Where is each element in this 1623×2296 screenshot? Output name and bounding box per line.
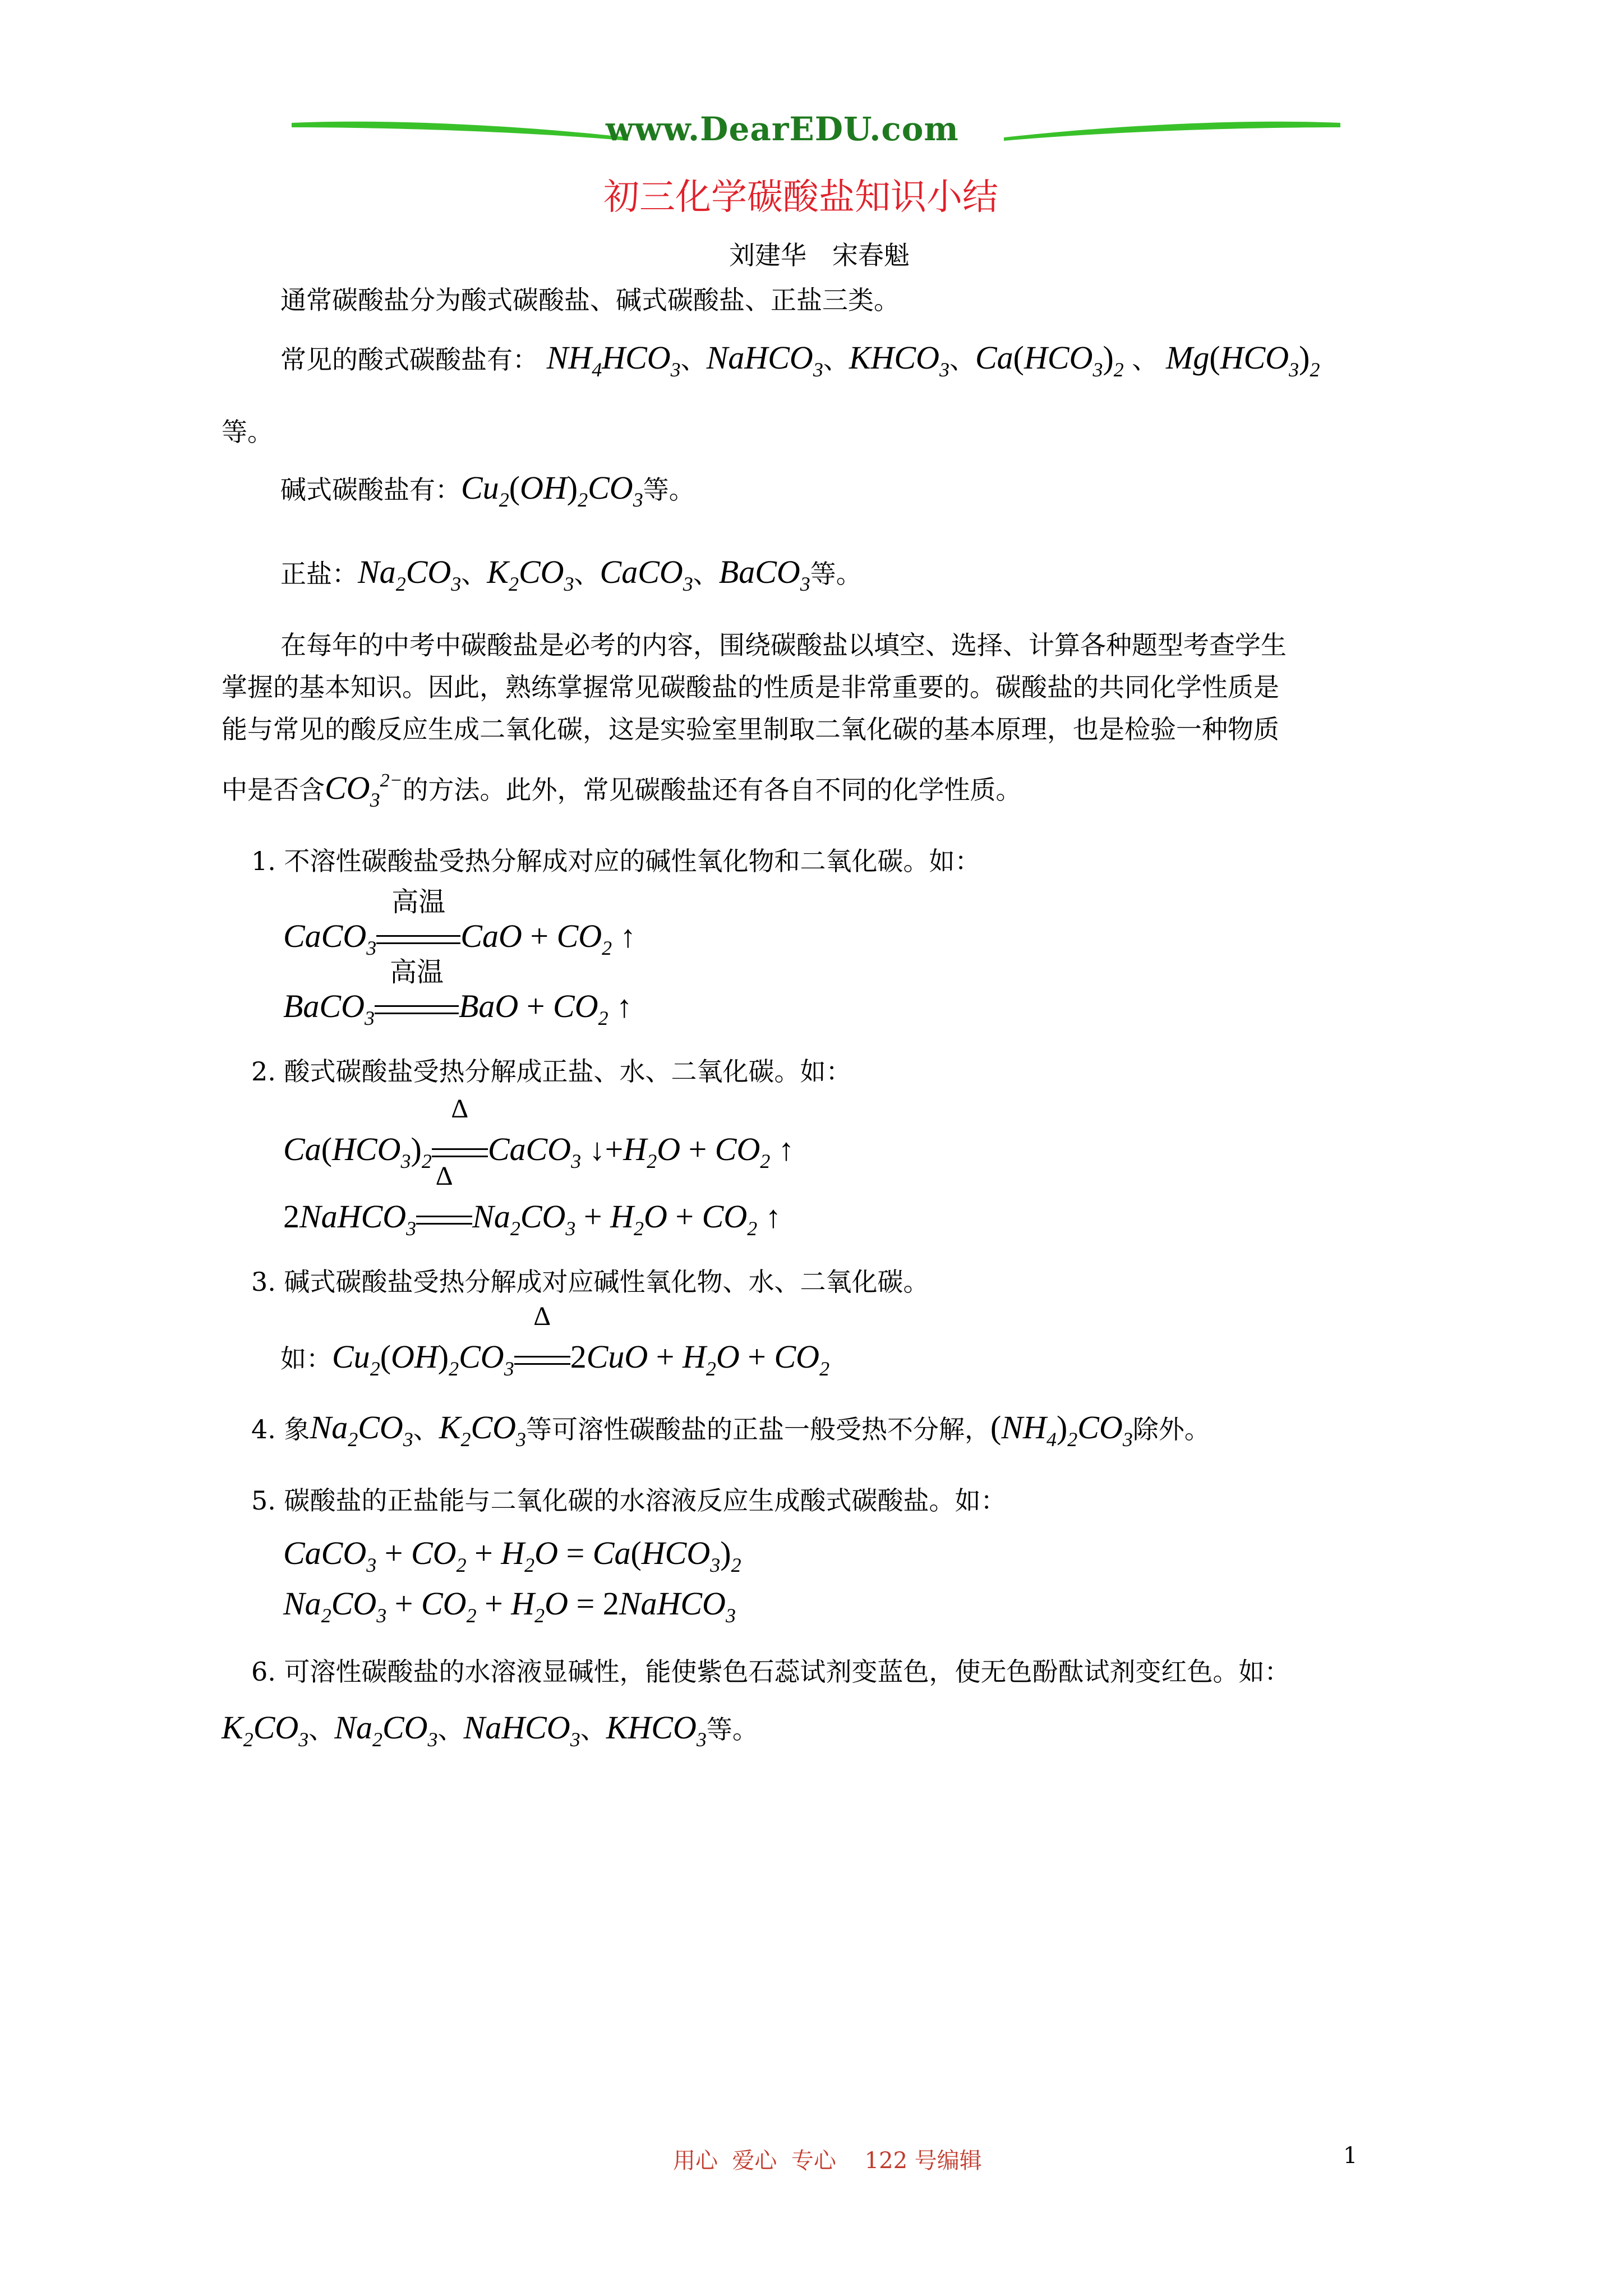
intro-paragraph-5-line-4 — [222, 770, 1022, 811]
formula-k2co3: $K_2CO_3$ — [487, 554, 574, 595]
formula-nh4hco3: $NH_4HCO_3$ — [546, 339, 681, 381]
eq-sign-high-temp — [375, 956, 459, 1025]
green-swoosh-right — [1004, 115, 1340, 149]
formula-baco3: BaCO$_3$ — [718, 554, 810, 595]
eq-sign-heat — [416, 1161, 472, 1235]
item-4 — [251, 1409, 1210, 1451]
item-6-examples — [222, 1709, 758, 1751]
page-title: 初三化学碳酸盐知识小结 — [603, 177, 998, 218]
intro-paragraph-2 — [280, 339, 1320, 381]
item-2: 2. 酸式碳酸盐受热分解成正盐、水、二氧化碳。如： — [251, 1056, 852, 1087]
equation-na2co3-co2-water: $Na_2CO_3 + CO_2 + H_2O$ = 2NaHCO$_3$ — [283, 1585, 736, 1627]
formula-nahco3: NaHCO$_3$ — [463, 1709, 580, 1751]
authors: 刘建华 宋春魁 — [729, 240, 910, 270]
p3-end: 等。 — [643, 475, 695, 505]
formula-carbonate-ion: $CO_3^{2-}$ — [325, 770, 403, 811]
p5-line4-a: 中是否含 — [222, 775, 325, 805]
separator: 、 — [1132, 344, 1158, 375]
formula-k2co3: $K_2CO_3$ — [439, 1409, 527, 1451]
formula-nahco3: NaHCO$_3$ — [706, 339, 823, 381]
up-arrow-icon: ↑ — [765, 1200, 781, 1235]
equation-baco3-decomp: BaCO$_3$ 高温 BaO + $CO_2$ ↑ — [283, 987, 632, 1025]
item-4-a: 4. 象 — [251, 1414, 310, 1444]
condition-high-temp: 高温 — [389, 956, 444, 988]
formula-cu2-oh2-co3: $Cu_2(OH)_2CO_3$ — [461, 470, 643, 511]
eq-sign-heat — [514, 1301, 570, 1375]
footer-text: 用心 爱心 专心 122 号编辑 — [673, 2148, 982, 2174]
item-3-ru: 如： — [280, 1343, 332, 1374]
separator: 、 — [823, 344, 849, 375]
acid-salts-label: 常见的酸式碳酸盐有： — [280, 344, 538, 375]
condition-heat: Δ — [451, 1094, 469, 1124]
up-arrow-icon: ↑ — [616, 990, 633, 1024]
intro-paragraph-5-line-1: 在每年的中考中碳酸盐是必考的内容，围绕碳酸盐以填空、选择、计算各种题型考查学生 — [280, 630, 1287, 660]
separator: 、 — [437, 1714, 464, 1745]
intro-paragraph-4 — [280, 554, 862, 595]
up-arrow-icon: ↑ — [620, 919, 636, 954]
item-1: 1. 不溶性碳酸盐受热分解成对应的碱性氧化物和二氧化碳。如： — [251, 846, 981, 876]
condition-heat: Δ — [435, 1161, 453, 1191]
formula-na2co3: $Na_2CO_3$ — [310, 1409, 413, 1451]
up-arrow-icon: ↑ — [778, 1133, 794, 1167]
normal-salts-label: 正盐： — [280, 559, 358, 589]
separator: 、 — [580, 1714, 606, 1745]
separator: 、 — [574, 559, 600, 589]
separator: 、 — [413, 1414, 439, 1444]
page-number: 1 — [1343, 2143, 1358, 2169]
item-3: 3. 碱式碳酸盐受热分解成对应碱性氧化物、水、二氧化碳。 — [251, 1267, 929, 1297]
intro-paragraph-5-line-2: 掌握的基本知识。因此，熟练掌握常见碳酸盐的性质是非常重要的。碳酸盐的共同化学性质是 — [222, 672, 1279, 702]
intro-paragraph-1: 通常碳酸盐分为酸式碳酸盐、碱式碳酸盐、正盐三类。 — [280, 285, 900, 315]
equation-nahco3-decomp: 2NaHCO$_3$ Δ $Na_2CO_3 + H_2O + CO_2$ ↑ — [283, 1161, 781, 1240]
intro-paragraph-3 — [280, 470, 695, 511]
p5-line4-b: 的方法。此外，常见碳酸盐还有各自不同的化学性质。 — [402, 775, 1022, 805]
formula-caco3: CaCO$_3$ — [600, 554, 693, 595]
item-6: 6. 可溶性碳酸盐的水溶液显碱性，能使紫色石蕊试剂变蓝色，使无色酚酞试剂变红色。如： — [251, 1657, 1290, 1687]
separator: 、 — [308, 1714, 335, 1745]
equation-caco3-decomp: CaCO$_3$ 高温 CaO + $CO_2$ ↑ — [283, 917, 636, 955]
intro-paragraph-5-line-3: 能与常见的酸反应生成二氧化碳，这是实验室里制取二氧化碳的基本原理，也是检验一种物质 — [222, 714, 1279, 744]
down-arrow-icon: ↓ — [589, 1133, 605, 1167]
eq-sign-high-temp — [376, 886, 460, 955]
intro-paragraph-2-end: 等。 — [222, 417, 273, 447]
separator: 、 — [461, 559, 487, 589]
formula-khco3: $KHCO_3$ — [849, 339, 949, 381]
separator: 、 — [680, 344, 707, 375]
formula-na2co3: $Na_2CO_3$ — [334, 1709, 438, 1751]
equation-caco3-co2-water: CaCO$_3$ + $CO_2 + H_2O = Ca(HCO_3)_2$ — [283, 1535, 741, 1576]
formula-k2co3: $K_2CO_3$ — [222, 1709, 309, 1751]
separator: 、 — [949, 344, 975, 375]
formula-na2co3: $Na_2CO_3$ — [358, 554, 462, 595]
p4-end: 等。 — [810, 559, 862, 589]
equation-ca-hco3-decomp: $Ca(HCO_3)_2$ Δ CaCO$_3$ $↓+H_2O + CO_2$ ↑ — [283, 1094, 794, 1172]
formula-ca-hco3-2: $Ca(HCO_3)_2$ — [975, 339, 1124, 381]
formula-mg-hco3-2: $Mg(HCO_3)_2$ — [1166, 339, 1320, 381]
condition-high-temp: 高温 — [391, 886, 446, 918]
item-4-b: 等可溶性碳酸盐的正盐一般受热不分解， — [526, 1414, 991, 1444]
equation-cu2-oh2-co3-decomp: 如：$Cu_2(OH)_2CO_3$ Δ $2CuO + H_2O + CO_2$ — [280, 1301, 830, 1380]
item-6-end: 等。 — [706, 1714, 758, 1745]
site-logo-text: www.DearEDU.com — [606, 110, 959, 148]
separator: 、 — [693, 559, 719, 589]
basic-salts-label: 碱式碳酸盐有： — [280, 475, 461, 505]
condition-heat: Δ — [533, 1301, 551, 1331]
green-swoosh-left — [292, 115, 628, 149]
formula-nh4-2-co3: $(NH_4)_2CO_3$ — [990, 1409, 1133, 1451]
formula-khco3: $KHCO_3$ — [606, 1709, 707, 1751]
item-5: 5. 碳酸盐的正盐能与二氧化碳的水溶液反应生成酸式碳酸盐。如： — [251, 1485, 1007, 1516]
item-4-c: 除外。 — [1132, 1414, 1210, 1444]
